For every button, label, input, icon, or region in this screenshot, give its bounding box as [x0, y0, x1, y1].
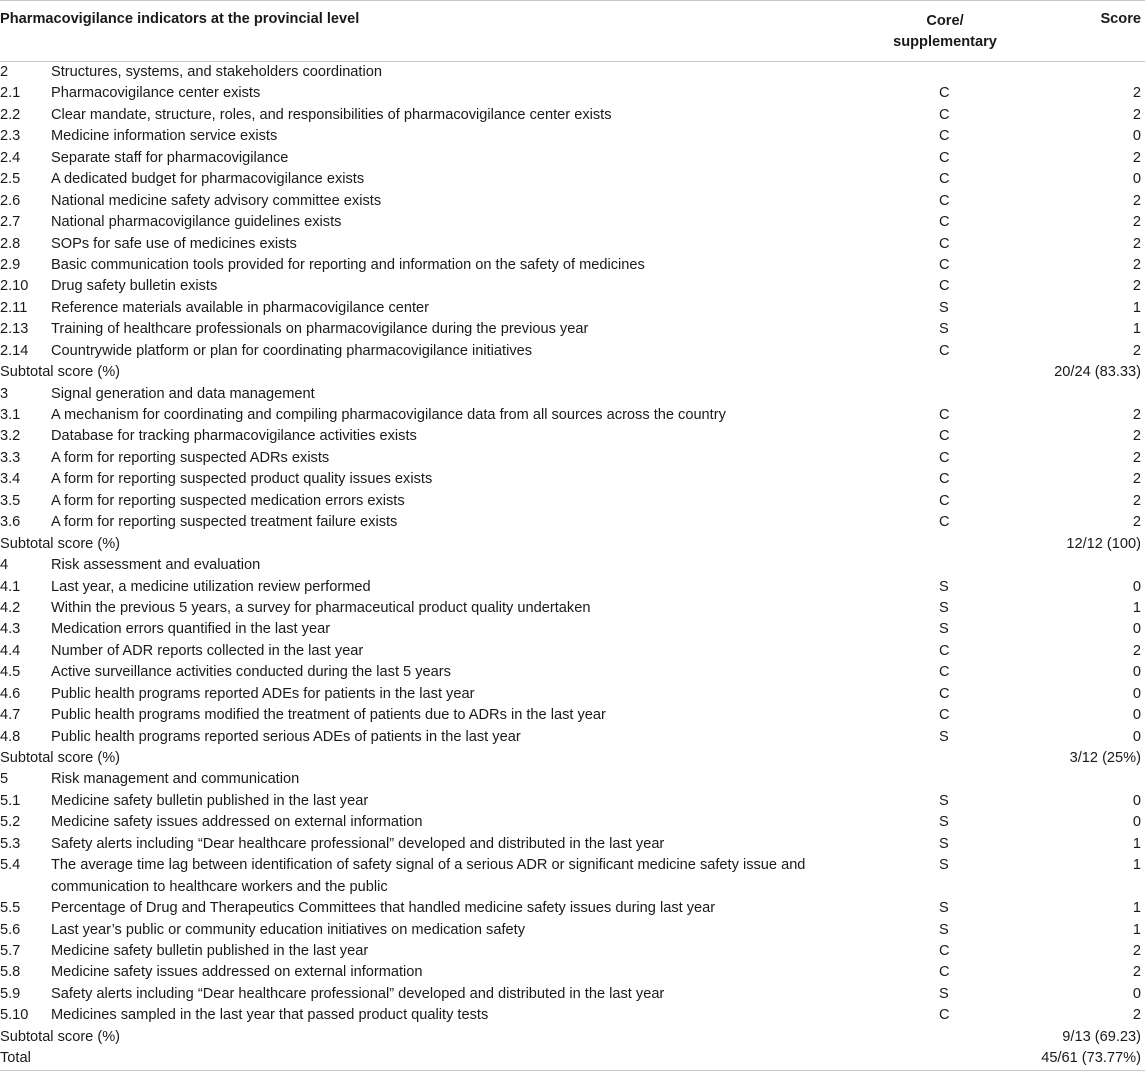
indicator-text: A form for reporting suspected product quality issues exists	[51, 471, 433, 488]
table-row	[0, 469, 1145, 490]
core-supplementary: C	[939, 428, 950, 445]
section-row	[0, 769, 1145, 790]
core-supplementary: C	[939, 407, 950, 423]
core-supplementary: C	[939, 235, 950, 252]
indicator-text: Medicine information service exists	[51, 128, 278, 145]
score-value: 2	[1132, 428, 1141, 445]
core-supplementary: C	[939, 449, 950, 466]
core-supplementary: C	[939, 964, 950, 981]
score-value: 0	[1132, 578, 1141, 595]
indicator-number: 2.6	[0, 192, 21, 209]
table-row	[0, 791, 1145, 812]
core-supplementary: S	[939, 985, 949, 1002]
indicator-text: Medicine safety issues addressed on external information	[51, 814, 423, 831]
table-row	[0, 341, 1145, 362]
table-row	[0, 512, 1145, 533]
table-row	[0, 448, 1145, 469]
indicator-number: 3.3	[0, 449, 21, 466]
indicator-number: 2.9	[0, 256, 21, 273]
indicator-text: Basic communication tools provided for reporting and information on the safety of medicines	[51, 256, 645, 273]
core-supplementary: S	[939, 814, 949, 831]
table-row	[0, 641, 1145, 662]
indicator-number: 4.8	[0, 728, 21, 745]
score-value: 2	[1132, 106, 1141, 123]
core-supplementary: S	[939, 599, 949, 616]
indicator-number: 3.1	[0, 407, 21, 423]
indicator-number: 2.10	[0, 278, 29, 295]
table-row	[0, 169, 1145, 190]
indicator-number: 5.10	[0, 1007, 29, 1024]
indicator-number: 5.8	[0, 964, 21, 981]
indicator-number: 5.4	[0, 857, 21, 874]
indicator-number: 5.5	[0, 900, 21, 917]
indicator-number: 3.4	[0, 471, 21, 488]
indicator-number: 5.9	[0, 985, 21, 1002]
indicator-number: 2.3	[0, 128, 21, 145]
score-value: 2	[1132, 964, 1141, 981]
table-row	[0, 920, 1145, 941]
score-value: 2	[1132, 1007, 1141, 1024]
section-row	[0, 62, 1145, 83]
subtotal-score: 45/61 (73.77%)	[1041, 1050, 1141, 1067]
table-row	[0, 962, 1145, 983]
table-row	[0, 727, 1145, 748]
core-supplementary: S	[939, 578, 949, 595]
indicator-number: 4.4	[0, 642, 21, 659]
indicator-number: 4.2	[0, 599, 21, 616]
table-body	[0, 62, 1145, 1070]
subtotal-label: Subtotal score (%)	[0, 1028, 121, 1045]
indicator-text: Last year’s public or community education initiatives on medication safety	[51, 921, 525, 938]
indicator-number: 3.5	[0, 492, 21, 509]
score-value: 2	[1132, 449, 1141, 466]
indicator-number: 5.2	[0, 814, 21, 831]
score-value: 0	[1132, 792, 1141, 809]
table-bottom-rule	[0, 1070, 1145, 1071]
score-value: 1	[1132, 321, 1141, 338]
indicator-text: Public health programs reported serious ADEs of patients in the last year	[51, 728, 521, 745]
table-row	[0, 705, 1145, 726]
score-value: 2	[1132, 149, 1141, 166]
score-value: 2	[1132, 407, 1141, 423]
indicator-text: Reference materials available in pharmacovigilance center	[51, 299, 430, 316]
core-supplementary: C	[939, 278, 950, 295]
table-row	[0, 105, 1145, 126]
subtotal-score: 20/24 (83.33)	[1054, 364, 1141, 381]
indicator-text: A form for reporting suspected ADRs exists	[51, 449, 330, 466]
indicator-number: 2.5	[0, 171, 21, 188]
section-title: Risk management and communication	[51, 771, 300, 788]
core-supplementary: C	[939, 214, 950, 231]
score-value: 2	[1132, 256, 1141, 273]
score-value: 2	[1132, 278, 1141, 295]
score-value: 0	[1132, 621, 1141, 638]
table-row	[0, 577, 1145, 598]
table-row	[0, 984, 1145, 1005]
table-row	[0, 405, 1145, 426]
table-row	[0, 319, 1145, 340]
subtotal-label: Total	[0, 1050, 31, 1067]
table-row	[0, 126, 1145, 147]
section-number: 4	[0, 557, 9, 574]
core-supplementary: C	[939, 642, 950, 659]
indicator-text: Number of ADR reports collected in the last year	[51, 642, 364, 659]
score-value: 0	[1132, 814, 1141, 831]
core-supplementary: C	[939, 492, 950, 509]
indicator-text: Last year, a medicine utilization review performed	[51, 578, 371, 595]
core-supplementary: C	[939, 1007, 950, 1024]
indicator-number: 3.2	[0, 428, 21, 445]
header-indicator: Pharmacovigilance indicators at the provincial level	[0, 11, 360, 27]
header-score: Score	[1100, 11, 1141, 27]
indicator-number: 5.7	[0, 942, 21, 959]
score-value: 2	[1132, 492, 1141, 509]
indicator-text: Medicine safety bulletin published in the last year	[51, 942, 369, 959]
core-supplementary: S	[939, 621, 949, 638]
table-row	[0, 834, 1145, 855]
score-value: 2	[1132, 342, 1141, 359]
table-row	[0, 298, 1145, 319]
indicator-number: 2.8	[0, 235, 21, 252]
section-title: Signal generation and data management	[51, 385, 315, 402]
core-supplementary: S	[939, 857, 949, 874]
subtotal-row	[0, 748, 1145, 769]
score-value: 0	[1132, 707, 1141, 724]
score-value: 0	[1132, 685, 1141, 702]
indicator-text: Training of healthcare professionals on pharmacovigilance during the previous year	[51, 321, 589, 338]
core-supplementary: C	[939, 256, 950, 273]
core-supplementary: S	[939, 921, 949, 938]
subtotal-row	[0, 534, 1145, 555]
score-value: 2	[1132, 942, 1141, 959]
score-value: 0	[1132, 985, 1141, 1002]
indicator-text: Medicine safety bulletin published in the last year	[51, 792, 369, 809]
indicator-text: National pharmacovigilance guidelines exists	[51, 214, 342, 231]
core-supplementary: S	[939, 900, 949, 917]
score-value: 0	[1132, 128, 1141, 145]
table-row	[0, 276, 1145, 297]
indicator-text: Percentage of Drug and Therapeutics Committees that handled medicine safety issues during last year	[51, 900, 716, 917]
section-title: Risk assessment and evaluation	[51, 557, 261, 574]
indicator-number: 4.1	[0, 578, 21, 595]
table-row	[0, 812, 1145, 833]
core-supplementary: C	[939, 664, 950, 681]
core-supplementary: C	[939, 685, 950, 702]
indicator-text: Public health programs modified the treatment of patients due to ADRs in the last year	[51, 707, 606, 724]
indicator-number: 5.1	[0, 792, 21, 809]
section-title: Structures, systems, and stakeholders coordination	[51, 64, 382, 80]
indicator-text: National medicine safety advisory committee exists	[51, 192, 382, 209]
table-row	[0, 598, 1145, 619]
score-value: 2	[1132, 192, 1141, 209]
table-row	[0, 941, 1145, 962]
score-value: 1	[1132, 299, 1141, 316]
score-value: 2	[1132, 642, 1141, 659]
header-core-line2: supplementary	[893, 34, 997, 50]
indicator-number: 2.14	[0, 342, 29, 359]
score-value: 2	[1132, 471, 1141, 488]
score-value: 1	[1132, 857, 1141, 874]
core-supplementary: C	[939, 128, 950, 145]
indicator-text: Safety alerts including “Dear healthcare professional” developed and distributed in the last year	[51, 985, 665, 1002]
indicator-text: Active surveillance activities conducted during the last 5 years	[51, 664, 451, 681]
table-row	[0, 491, 1145, 512]
indicator-number: 2.13	[0, 321, 29, 338]
indicator-text: Medication errors quantified in the last year	[51, 621, 331, 638]
table-row	[0, 191, 1145, 212]
core-supplementary: C	[939, 106, 950, 123]
indicator-number: 2.7	[0, 214, 21, 231]
core-supplementary: C	[939, 707, 950, 724]
core-supplementary: S	[939, 321, 949, 338]
section-number: 2	[0, 64, 9, 80]
indicator-text: Database for tracking pharmacovigilance activities exists	[51, 428, 417, 445]
table-row	[0, 619, 1145, 640]
subtotal-row	[0, 362, 1145, 383]
core-supplementary: C	[939, 942, 950, 959]
core-supplementary: C	[939, 171, 950, 188]
indicator-number: 2.11	[0, 299, 28, 316]
indicator-text: A mechanism for coordinating and compiling pharmacovigilance data from all sources across the country	[51, 407, 726, 423]
score-value: 2	[1132, 235, 1141, 252]
score-value: 1	[1132, 835, 1141, 852]
core-supplementary: S	[939, 728, 949, 745]
indicator-number: 4.6	[0, 685, 21, 702]
indicator-text: Medicine safety issues addressed on external information	[51, 964, 423, 981]
indicator-text: A form for reporting suspected medication errors exists	[51, 492, 405, 509]
indicator-text: A dedicated budget for pharmacovigilance exists	[51, 171, 365, 188]
table-row	[0, 212, 1145, 233]
core-supplementary: C	[939, 471, 950, 488]
score-value: 1	[1132, 599, 1141, 616]
table-row	[0, 426, 1145, 447]
indicator-text: Pharmacovigilance center exists	[51, 85, 261, 102]
indicator-number: 2.2	[0, 106, 21, 123]
section-number: 5	[0, 771, 9, 788]
score-value: 1	[1132, 900, 1141, 917]
indicator-number: 4.5	[0, 664, 21, 681]
core-supplementary: C	[939, 149, 950, 166]
indicator-number: 4.7	[0, 707, 21, 724]
header-core	[885, 11, 1005, 53]
section-row	[0, 555, 1145, 576]
table-row	[0, 1005, 1145, 1026]
indicator-text: The average time lag between identification of safety signal of a serious ADR or significant medicine safety issue and communication to healthcare workers and the public	[51, 857, 806, 895]
header-core-line1: Core/	[926, 13, 964, 29]
subtotal-row	[0, 1048, 1145, 1069]
indicator-text: Drug safety bulletin exists	[51, 278, 218, 295]
table-row	[0, 684, 1145, 705]
indicator-text: Countrywide platform or plan for coordinating pharmacovigilance initiatives	[51, 342, 533, 359]
table-row	[0, 234, 1145, 255]
core-supplementary: C	[939, 85, 950, 102]
core-supplementary: S	[939, 299, 949, 316]
indicator-text: Clear mandate, structure, roles, and responsibilities of pharmacovigilance center exists	[51, 106, 612, 123]
score-value: 1	[1132, 921, 1141, 938]
indicator-text: Medicines sampled in the last year that passed product quality tests	[51, 1007, 489, 1024]
core-supplementary: S	[939, 835, 949, 852]
score-value: 2	[1132, 214, 1141, 231]
indicator-number: 5.6	[0, 921, 21, 938]
indicator-text: Separate staff for pharmacovigilance	[51, 149, 289, 166]
table-row	[0, 83, 1145, 104]
subtotal-label: Subtotal score (%)	[0, 750, 121, 766]
subtotal-score: 3/12 (25%)	[1069, 750, 1141, 766]
indicator-number: 2.4	[0, 149, 21, 166]
table-row	[0, 148, 1145, 169]
table-row	[0, 662, 1145, 683]
core-supplementary: C	[939, 342, 950, 359]
score-value: 0	[1132, 728, 1141, 745]
subtotal-score: 9/13 (69.23)	[1062, 1028, 1141, 1045]
indicator-text: A form for reporting suspected treatment failure exists	[51, 514, 398, 531]
indicator-text: Public health programs reported ADEs for patients in the last year	[51, 685, 475, 702]
subtotal-label: Subtotal score (%)	[0, 364, 121, 381]
core-supplementary: S	[939, 792, 949, 809]
indicator-number: 5.3	[0, 835, 21, 852]
subtotal-score: 12/12 (100)	[1066, 535, 1141, 552]
subtotal-label: Subtotal score (%)	[0, 535, 121, 552]
subtotal-row	[0, 1027, 1145, 1048]
indicator-text: Within the previous 5 years, a survey for pharmaceutical product quality undertaken	[51, 599, 591, 616]
table-row	[0, 255, 1145, 276]
score-value: 2	[1132, 85, 1141, 102]
indicator-number: 3.6	[0, 514, 21, 531]
indicator-text: SOPs for safe use of medicines exists	[51, 235, 297, 252]
table-row	[0, 855, 1145, 898]
score-value: 0	[1132, 664, 1141, 681]
section-row	[0, 384, 1145, 405]
table-header	[0, 0, 1145, 62]
table-row	[0, 898, 1145, 919]
core-supplementary: C	[939, 192, 950, 209]
indicator-number: 2.1	[0, 85, 21, 102]
section-number: 3	[0, 385, 9, 402]
score-value: 0	[1132, 171, 1141, 188]
score-value: 2	[1132, 514, 1141, 531]
indicator-text: Safety alerts including “Dear healthcare professional” developed and distributed in the last year	[51, 835, 665, 852]
indicator-number: 4.3	[0, 621, 21, 638]
core-supplementary: C	[939, 514, 950, 531]
